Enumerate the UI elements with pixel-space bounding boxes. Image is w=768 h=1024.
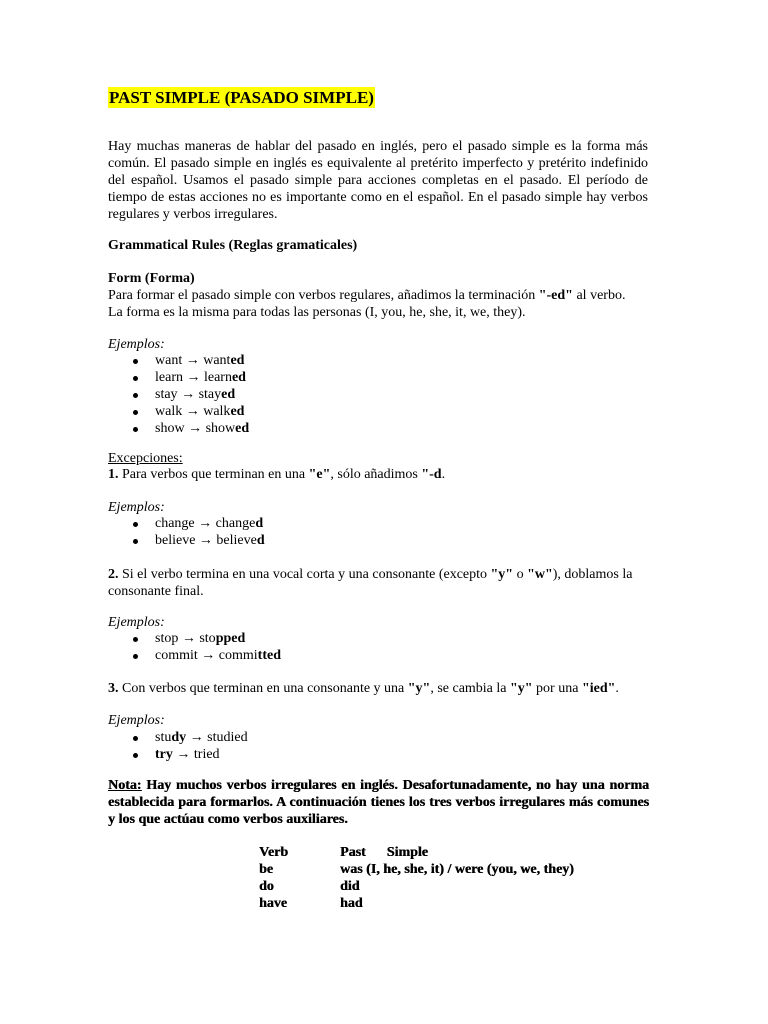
table-cell: be <box>259 862 273 877</box>
form-paragraph <box>108 287 653 321</box>
list-item: try → tried <box>133 746 248 763</box>
page-title: PAST SIMPLE (PASADO SIMPLE) <box>109 88 374 107</box>
examples-label: Ejemplos: <box>108 713 165 728</box>
form-line-2: La forma es la misma para todas las personas (I, you, he, she, it, we, they). <box>108 305 526 320</box>
table-cell: had <box>340 896 363 911</box>
double-examples-list <box>133 630 281 664</box>
list-item: walk → walked <box>133 403 249 420</box>
form-heading: Form (Forma) <box>108 271 195 286</box>
rules-heading: Grammatical Rules (Reglas gramaticales) <box>108 238 358 253</box>
list-item: stay → stayed <box>133 386 249 403</box>
list-item: study → studied <box>133 729 248 746</box>
list-item: learn → learned <box>133 369 249 386</box>
table-row <box>259 878 574 895</box>
list-item: show → showed <box>133 420 249 437</box>
e-examples-list <box>133 515 265 549</box>
table-header-row <box>259 844 574 861</box>
table-row <box>259 861 574 878</box>
y-examples-list <box>133 729 248 763</box>
irregular-verbs-table <box>259 844 574 912</box>
table-cell: did <box>340 879 360 894</box>
list-item: commit → committed <box>133 647 281 664</box>
list-item: stop → stopped <box>133 630 281 647</box>
list-item: want → wanted <box>133 352 249 369</box>
exceptions-heading: Excepciones: <box>108 451 183 466</box>
table-cell: was (I, he, she, it) / were (you, we, they) <box>340 862 574 877</box>
column-header: Past Simple <box>340 845 428 860</box>
table-row <box>259 895 574 912</box>
list-item: believe → believed <box>133 532 265 549</box>
regular-examples-list <box>133 352 249 437</box>
nota-paragraph: Nota: Hay muchos verbos irregulares en inglés. Desafortunadamente, no hay una norma establecida para formarlos. A continuación tienes los tres verbos irregulares más comunes y los que actúau como verbos auxiliares. <box>108 778 649 827</box>
form-line-1: Para formar el pasado simple con verbos regulares, añadimos la terminación "-ed" al verbo. <box>108 288 626 303</box>
intro-paragraph: Hay muchas maneras de hablar del pasado en inglés, pero el pasado simple es la forma más común. El pasado simple en inglés es equivalente al pretérito imperfecto y pretérito indefinido del español. Usamos el pasado simple para acciones completas en el pasado. El período de tiempo de estas acciones no es importante como en el español. En el pasado simple hay verbos regulares y verbos irregulares. <box>108 139 648 222</box>
column-header: Verb <box>259 845 289 860</box>
exception-1: 1. Para verbos que terminan en una "e", sólo añadimos "-d. <box>108 467 446 482</box>
table-cell: do <box>259 879 274 894</box>
examples-label: Ejemplos: <box>108 500 165 515</box>
examples-label: Ejemplos: <box>108 337 165 352</box>
exception-3: 3. Con verbos que terminan en una consonante y una "y", se cambia la "y" por una "ied". <box>108 681 619 696</box>
examples-label: Ejemplos: <box>108 615 165 630</box>
exception-2: 2. Si el verbo termina en una vocal corta y una consonante (excepto "y" o "w"), doblamos la consonante final. <box>108 567 633 599</box>
table-cell: have <box>259 896 287 911</box>
list-item: change → changed <box>133 515 265 532</box>
